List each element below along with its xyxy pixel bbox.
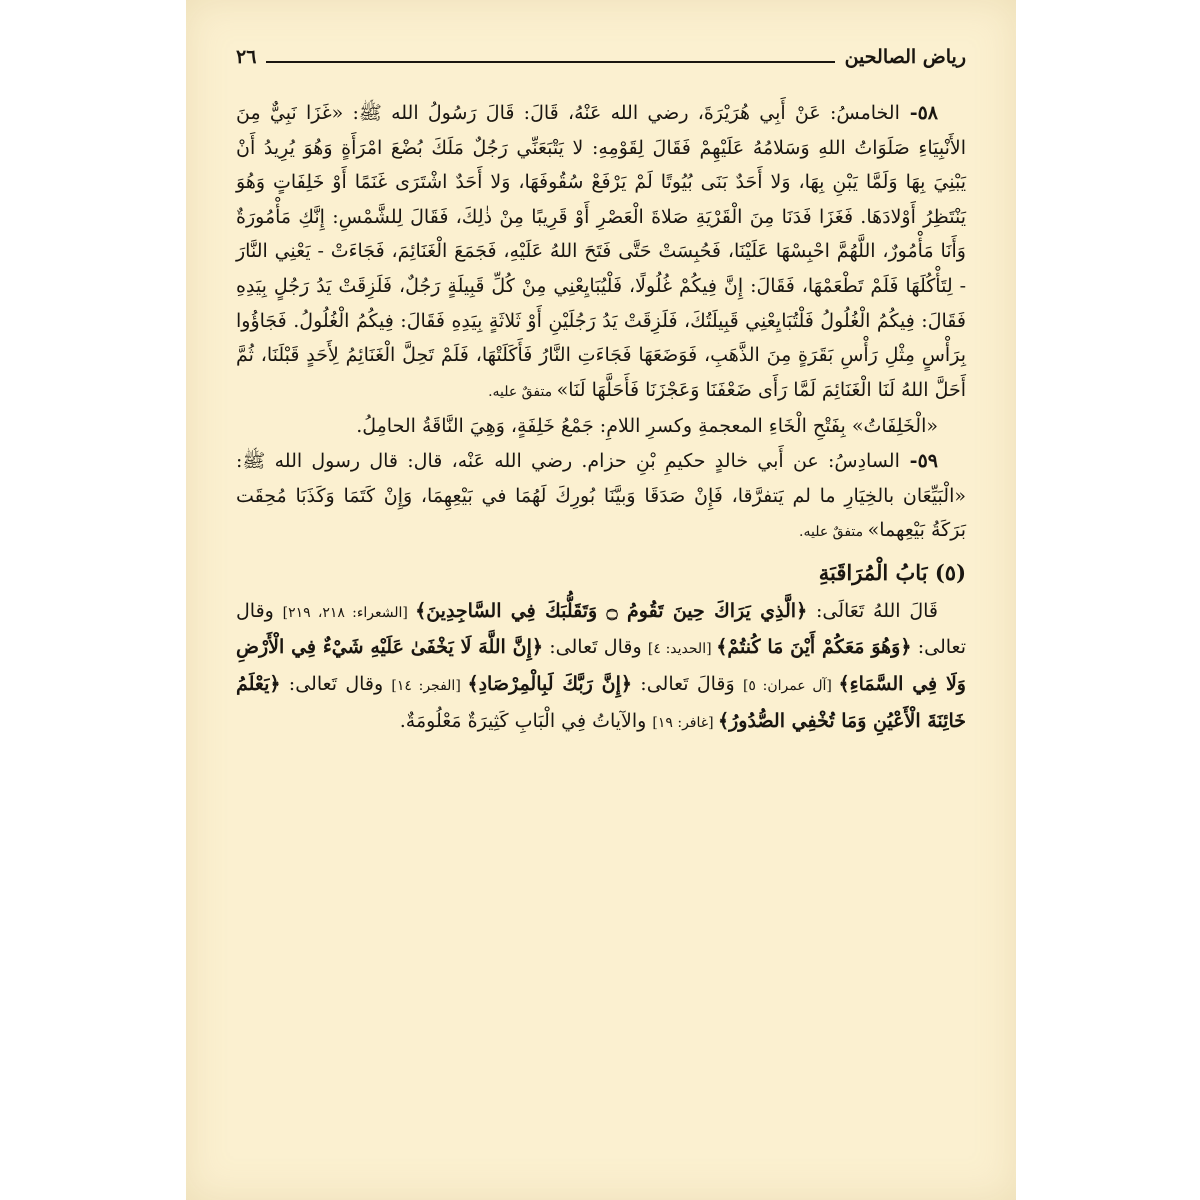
hadith-58-note: «الْخَلِفَاتُ» بِفَتْحِ الْخَاءِ المعجمةِ وكسرِ اللامِ: جَمْعُ خَلِفَةٍ، وَهِيَ النَّاقَةُ الحامِلُ. bbox=[356, 415, 938, 438]
hadith-58-text: الخامسُ: عَنْ أَبِي هُرَيْرَةَ، رضي الله عَنْهُ، قَالَ: قَالَ رَسُولُ الله ﷺ: «غَزَا نَبِيٌّ مِنَ الأَنْبِيَاءِ صَلَوَاتُ اللهِ وَسَلامُهُ عَلَيْهِمْ فَقَالَ لِقَوْمِهِ: لا يَتْبَعَنِّي رَجُلٌ مَلَكَ بُضْعَ امْرَأَةٍ وَهُوَ يُرِيدُ أَنْ يَبْنِيَ بِهَا وَلَمَّا يَبْنِ بِهَا، وَلا أَحَدٌ بَنَى بُيُوتًا لَمْ يَرْفَعْ سُقُوفَهَا، وَلا أَحَدٌ اشْتَرَى غَنَمًا أَوْ خَلِفَاتٍ وَهُوَ يَنْتَظِرُ أَوْلادَهَا. فَغَزَا فَدَنَا مِنَ الْقَرْيَةِ صَلاةَ الْعَصْرِ أَوْ قَرِيبًا مِنْ ذٰلِكَ، فَقَالَ لِلشَّمْسِ: إِنَّكِ مَأْمُورَةٌ وَأَنَا مَأْمُورٌ، اللَّهُمَّ احْبِسْهَا عَلَيْنَا، فَحُبِسَتْ حَتَّى فَتَحَ اللهُ عَلَيْهِ، فَجَمَعَ الْغَنَائِمَ، فَجَاءَتْ - يَعْنِي النَّارَ - لِتَأْكُلَهَا فَلَمْ تَطْعَمْهَا، فَقَالَ: إِنَّ فِيكُمْ غُلُولًا، فَلْيُبَايِعْنِي مِنْ كُلِّ قَبِيلَةٍ رَجُلٌ، فَلَزِقَتْ يَدُ رَجُلٍ بِيَدِهِ فَقَالَ: فِيكُمُ الْغُلُولُ فَلْتُبَايِعْنِي قَبِيلَتُكَ، فَلَزِقَتْ يَدُ رَجُلَيْنِ أَوْ ثَلاثَةٍ بِيَدِهِ فَقَالَ: فِيكُمُ الْغُلُولُ. فَجَاؤُوا بِرَأْسٍ مِثْلِ رَأْسِ بَقَرَةٍ مِنَ الذَّهَبِ، فَوَضَعَهَا فَجَاءَتِ النَّارُ فَأَكَلَتْهَا، فَلَمْ تَحِلَّ الْغَنَائِمُ لِأَحَدٍ قَبْلَنَا، ثُمَّ أَحَلَّ اللهُ لَنَا الْغَنَائِمَ لَمَّا رَأَى ضَعْفَنَا وَعَجْزَنَا فَأَحَلَّهَا لَنَا» bbox=[236, 102, 966, 401]
quran-verse-2: ﴿وَهُوَ مَعَكُمْ أَيْنَ مَا كُنتُمْ﴾ bbox=[716, 636, 912, 659]
hadith-58-number: ٥٨- bbox=[899, 102, 938, 124]
verses-closing: والآياتُ فِي الْبَابِ كَثِيرَةٌ مَعْلُومَةٌ. bbox=[399, 709, 653, 732]
verse-ref-3: [آل عمران: ٥] bbox=[742, 677, 839, 694]
verse-ref-5: [غافر: ١٩] bbox=[652, 714, 718, 731]
quran-verse-3: ﴿إِنَّ اللَّهَ لَا يَخْفَىٰ عَلَيْهِ شَيْءٌ فِي الْأَرْضِ وَلَا فِي السَّمَاءِ﴾ bbox=[236, 636, 966, 695]
verse-intro-1: قَالَ اللهُ تَعَالَى: bbox=[807, 599, 939, 622]
verses-paragraph bbox=[236, 594, 966, 740]
book-title: رياض الصالحين bbox=[844, 46, 966, 68]
quran-verse-4: ﴿إِنَّ رَبَّكَ لَبِالْمِرْصَادِ﴾ bbox=[467, 672, 633, 695]
body-text bbox=[236, 96, 966, 740]
hadith-58 bbox=[236, 96, 966, 409]
header-rule bbox=[266, 61, 834, 63]
chapter-title: (٥) بَابُ الْمُرَاقَبَةِ bbox=[818, 559, 966, 585]
verse-ref-2: [الحديد: ٤] bbox=[647, 641, 717, 658]
verse-intro-5: وقال تَعالى: bbox=[280, 672, 392, 695]
page-content bbox=[236, 40, 966, 740]
verse-intro-4: وَقالَ تَعالى: bbox=[632, 672, 743, 695]
hadith-58-source: متفقٌ عليه. bbox=[488, 383, 557, 400]
hadith-59 bbox=[236, 444, 966, 550]
book-page bbox=[186, 0, 1016, 1200]
verse-ref-1: [الشعراء: ٢١٨، ٢١٩] bbox=[282, 604, 416, 621]
quran-verse-1: ﴿الَّذِي يَرَاكَ حِينَ تَقُومُ ۝ وَتَقَلُّبَكَ فِي السَّاجِدِينَ﴾ bbox=[415, 599, 808, 622]
verse-ref-4: [الفجر: ١٤] bbox=[391, 677, 468, 694]
page-number: ٢٦ bbox=[236, 46, 257, 68]
page-header bbox=[236, 40, 966, 74]
quran-verse-5: ﴿يَعْلَمُ خَائِنَةَ الْأَعْيُنِ وَمَا تُخْفِي الصُّدُورُ﴾ bbox=[236, 672, 966, 732]
verse-intro-2: وقال تعالى: bbox=[236, 599, 966, 659]
hadith-59-text: السادِسُ: عن أَبي خالدٍ حكيمِ بْنِ حزام. رضي الله عَنْه، قال: قال رسول الله ﷺ: «الْبَيِّعَان بالخِيَارِ ما لم يَتفرَّقا، فَإِنْ صَدَقَا وَبيَّنَا بُورِكَ لَهُمَا في بَيْعِهِمَا، وَإِنْ كَتَمَا وَكَذَبَا مُحِقَت بَرَكَةُ بَيْعِهما» bbox=[236, 449, 966, 542]
verse-intro-3: وقال تَعالى: bbox=[543, 636, 648, 659]
hadith-59-source: متفقٌ عليه. bbox=[799, 524, 868, 541]
hadith-59-number: ٥٩- bbox=[899, 449, 938, 472]
